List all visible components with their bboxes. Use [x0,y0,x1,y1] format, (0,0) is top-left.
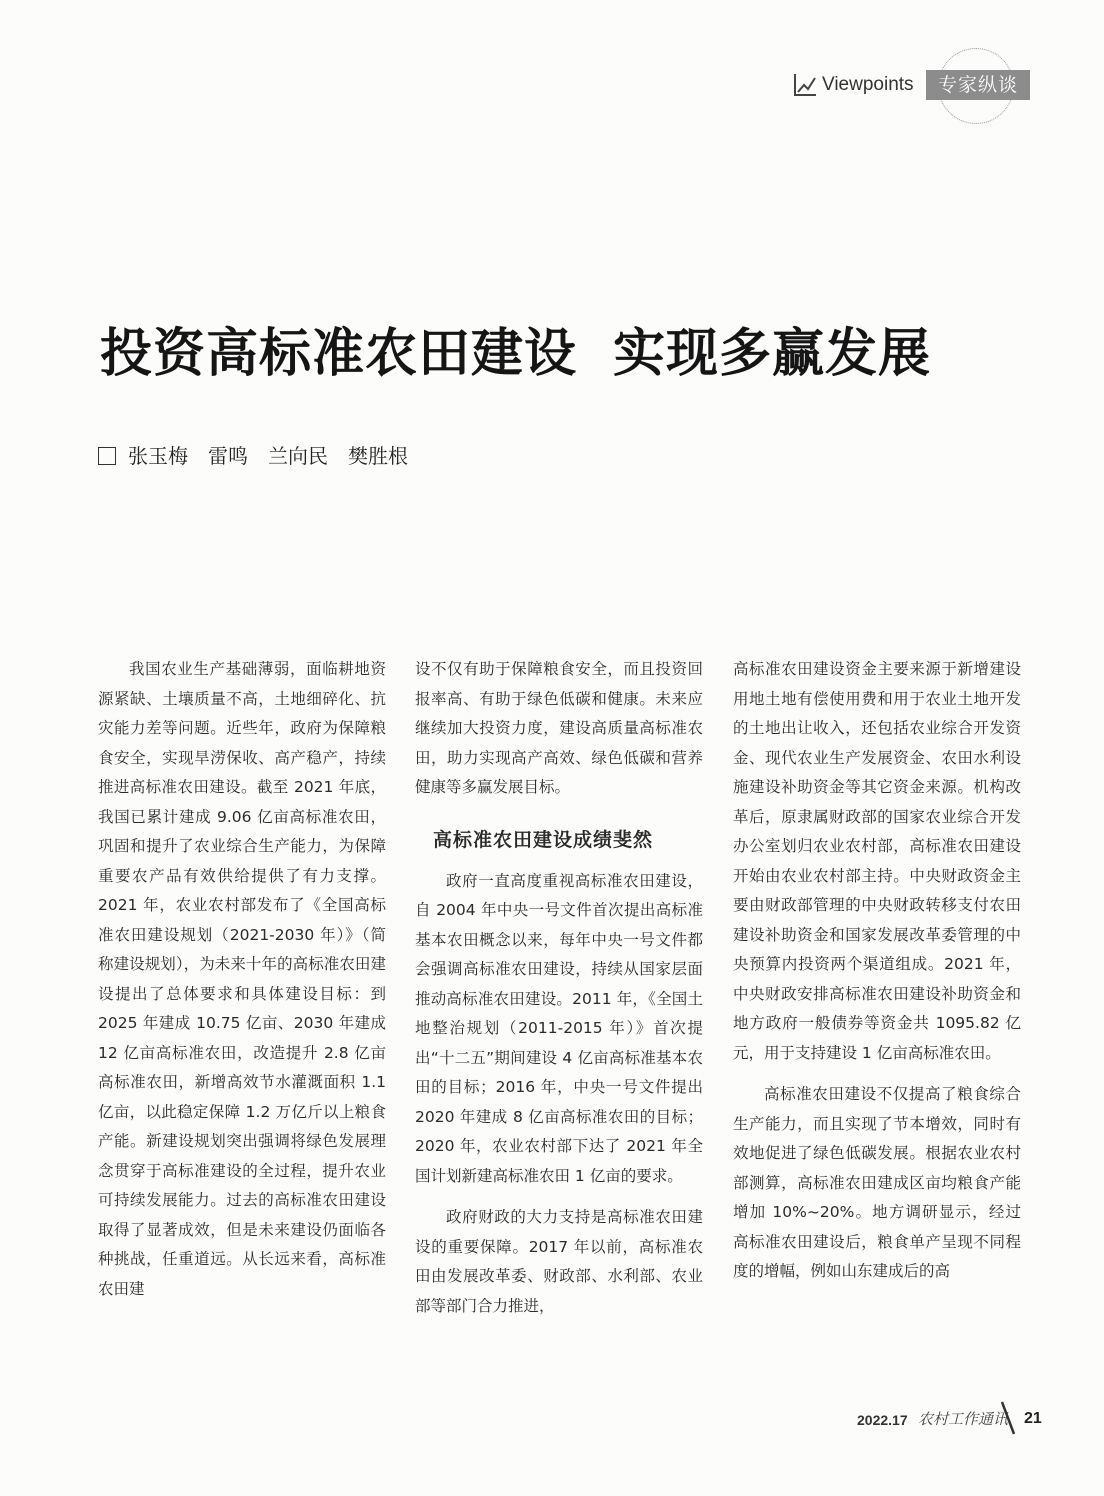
issue-number: 2022.17 [857,1412,908,1428]
text-column-2 [415,655,703,1321]
author-name: 樊胜根 [348,444,408,468]
author-square-icon [98,447,116,465]
footer-divider-icon [998,1398,1020,1438]
body-paragraph: 高标准农田建设不仅提高了粮食综合生产能力，而且实现了节本增效，同时有效地促进了绿色低碳发展。根据农业农村部测算，高标准农田建成区亩均粮食产能增加 10%~20%。地方调研显示，经过高标准农田建设后，粮食单产呈现不同程度的增幅，例如山东建成后的高 [733,1085,1021,1280]
text-column-1 [98,655,386,1304]
article-title-part1: 投资高标准农田建设 [100,323,578,384]
body-paragraph: 设不仅有助于保障粮食安全，而且投资回报率高、有助于绿色低碳和健康。未来应继续加大投资力度，建设高质量高标准农田，助力实现高产高效、绿色低碳和营养健康等多赢发展目标。 [415,660,703,796]
body-paragraph: 高标准农田建设资金主要来源于新增建设用地土地有偿使用费和用于农业土地开发的土地出让收入，还包括农业综合开发资金、现代农业生产发展资金、农田水利设施建设补助资金等其它资金来源。机构改革后，原隶属财政部的国家农业综合开发办公室划归农业农村部，高标准农田建设开始由农业农村部主持。中央财政资金主要由财政部管理的中央财政转移支付农田建设补助资金和国家发展改革委管理的中央预算内投资两个渠道组成。2021 年，中央财政安排高标准农田建设补助资金和地方政府一般债券等资金共 1095.82 亿元，用于支持建设 1 亿亩高标准农田。 [733,660,1021,1062]
author-name: 张玉梅 [128,444,188,468]
section-label-cn: 专家纵谈 [926,70,1030,100]
article-title-part2: 实现多赢发展 [613,323,932,384]
author-line [98,441,428,471]
page-number: 21 [1024,1410,1042,1427]
section-heading: 高标准农田建设成绩斐然 [433,828,654,851]
body-paragraph: 政府财政的大力支持是高标准农田建设的重要保障。2017 年以前，高标准农田由发展改革委、财政部、水利部、农业部等部门合力推进， [415,1208,703,1315]
author-name: 兰向民 [268,444,328,468]
text-column-3 [733,655,1021,1287]
article-title [100,318,931,390]
viewpoints-chart-icon [792,72,818,98]
author-name: 雷鸣 [208,444,248,468]
body-paragraph: 我国农业生产基础薄弱，面临耕地资源紧缺、土壤质量不高，土地细碎化、抗灾能力差等问题。近些年，政府为保障粮食安全，实现旱涝保收、高产稳产，持续推进高标准农田建设。截至 2021 年底，我国已累计建成 9.06 亿亩高标准农田，巩固和提升了农业综合生产能力，为保障重要农产品有效供给提供了有力支撑。2021 年，农业农村部发布了《全国高标准农田建设规划（2021-2030 年）》（简称建设规划），为未来十年的高标准农田建设提出了总体要求和具体建设目标：到 2025 年建成 10.75 亿亩、2030 年建成 12 亿亩高标准农田，改造提升 2.8 亿亩高标准农田，新增高效节水灌溉面积 1.1 亿亩，以此稳定保障 1.2 万亿斤以上粮食产能。新建设规划突出强调将绿色发展理念贯穿于高标准建设的全过程，提升农业可持续发展能力。过去的高标准农田建设取得了显著成效，但是未来建设仍面临各种挑战，任重道远。从长远来看，高标准农田建 [98,660,386,1298]
body-paragraph: 政府一直高度重视高标准农田建设，自 2004 年中央一号文件首次提出高标准基本农田概念以来，每年中央一号文件都会强调高标准农田建设，持续从国家层面推动高标准农田建设。2011 年，《全国土地整治规划（2011-2015 年）》首次提出“十二五”期间建设 4 亿亩高标准基本农田的目标；2016 年，中央一号文件提出 2020 年建成 8 亿亩高标准农田的目标；2020 年，农业农村部下达了 2021 年全国计划新建高标准农田 1 亿亩的要求。 [415,871,703,1185]
section-label-en: Viewpoints [822,74,914,95]
magazine-name: 农村工作通讯 [918,1410,1009,1428]
